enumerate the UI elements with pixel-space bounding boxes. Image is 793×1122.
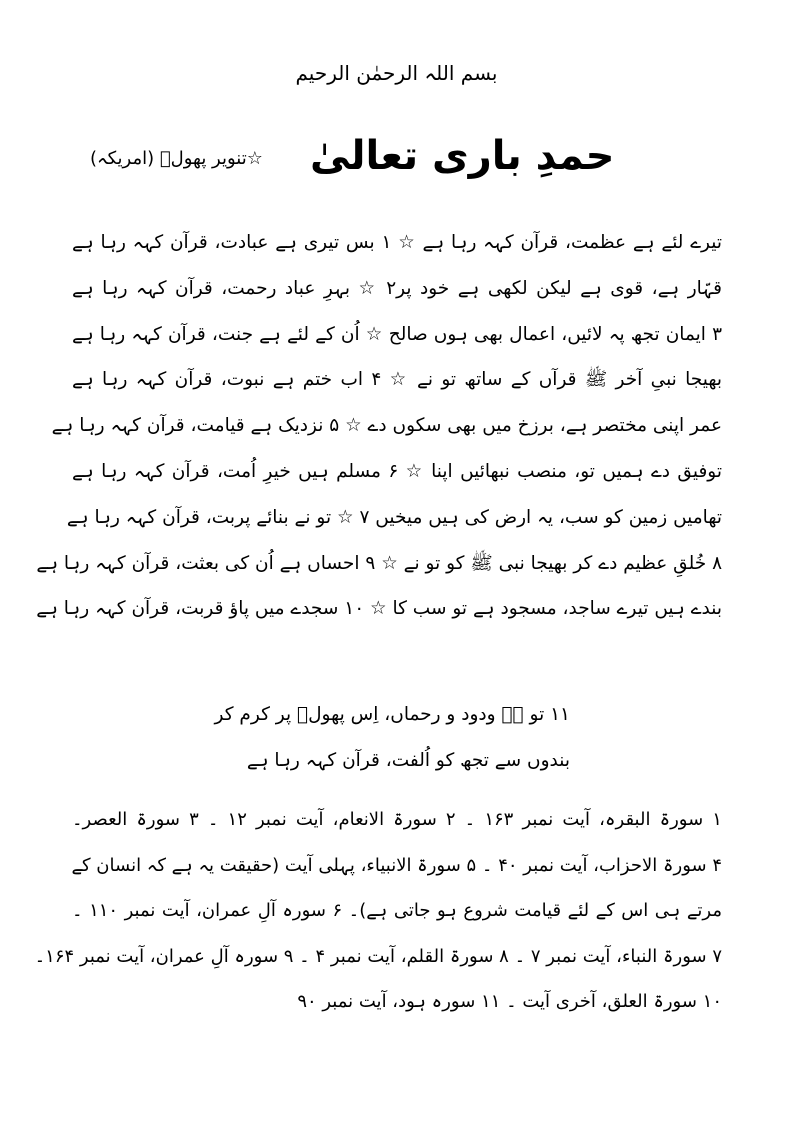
reference-line: ۱۰ سورۃ العلق، آخری آیت ۔ ۱۱ سورہ ہود، آیت نمبر ۹۰ <box>297 991 722 1013</box>
poem-verse: قہّار ہے، قوی ہے لیکن لکھی ہے خود پر۲ ☆ بہرِ عباد رحمت، قرآن کہہ رہا ہے <box>72 277 722 299</box>
poem-body <box>36 223 722 635</box>
reference-line: ۴ سورۃ الاحزاب، آیت نمبر ۴۰ ۔ ۵ سورۃ الانبیاء، پہلی آیت (حقیقت یہ ہے کہ انسان کے <box>71 854 722 876</box>
poem-verse: بندے ہیں تیرے ساجد، مسجود ہے تو سب کا ☆ ۱۰ سجدے میں پاؤ قربت، قرآن کہہ رہا ہے <box>36 598 722 620</box>
poem-verse: تیرے لئے ہے عظمت، قرآن کہہ رہا ہے ☆ ۱ بس تیری ہے عبادت، قرآن کہہ رہا ہے <box>72 232 722 253</box>
page-title: حمدِ باری تعالیٰ <box>310 133 615 179</box>
poem-verse: بھیجا نبیِ آخر ﷺ قرآں کے ساتھ تو نے ☆ ۴ اب ختم ہے نبوت، قرآن کہہ رہا ہے <box>72 369 722 391</box>
author-byline: ☆تنویر پھولؔ (امریکہ) <box>90 148 263 169</box>
closing-line: بندوں سے تجھ کو اُلفت، قرآن کہہ رہا ہے <box>246 750 570 771</box>
references-section <box>34 800 722 1028</box>
bismillah-heading: بسم اللہ الرحمٰن الرحیم <box>295 61 498 85</box>
poem-verse: ۸ خُلقِ عظیم دے کر بھیجا نبی ﷺ کو تو نے ☆ ۹ احساں ہے اُن کی بعثت، قرآن کہہ رہا ہے <box>36 552 722 574</box>
reference-line: مرتے ہی اس کے لئے قیامت شروع ہو جاتی ہے)۔ ۶ سورہ آلِ عمران، آیت نمبر ۱۱۰ ۔ <box>72 900 722 922</box>
poem-verse: ۳ ایمان تجھ پہ لائیں، اعمال بھی ہوں صالح ☆ اُن کے لئے ہے جنت، قرآن کہہ رہا ہے <box>72 323 722 345</box>
poem-verse: توفیق دے ہمیں تو، منصب نبھائیں اپنا ☆ ۶ مسلم ہیں خیرِ اُمت، قرآن کہہ رہا ہے <box>72 460 722 482</box>
poem-verse: عمر اپنی مختصر ہے، برزخ میں بھی سکوں دے ☆ ۵ نزدیک ہے قیامت، قرآن کہہ رہا ہے <box>51 415 722 437</box>
title-row <box>90 126 730 186</box>
reference-line: ۱ سورۃ البقرہ، آیت نمبر ۱۶۳ ۔ ۲ سورۃ الانعام، آیت نمبر ۱۲ ۔ ۳ سورۃ العصر۔ <box>72 809 722 830</box>
closing-verse <box>190 695 570 787</box>
poem-verse: تھامیں زمین کو سب، یہ ارض کی ہیں میخیں ۷ ☆ تو نے بنائے پربت، قرآن کہہ رہا ہے <box>66 506 722 528</box>
closing-line: ۱۱ تو ہے ودود و رحماں، اِس پھولؔ پر کرم کر <box>214 704 570 725</box>
reference-line: ۷ سورۃ النباء، آیت نمبر ۷ ۔ ۸ سورۃ القلم، آیت نمبر ۴ ۔ ۹ سورہ آلِ عمران، آیت نمبر ۱۶۴۔ <box>34 945 722 967</box>
